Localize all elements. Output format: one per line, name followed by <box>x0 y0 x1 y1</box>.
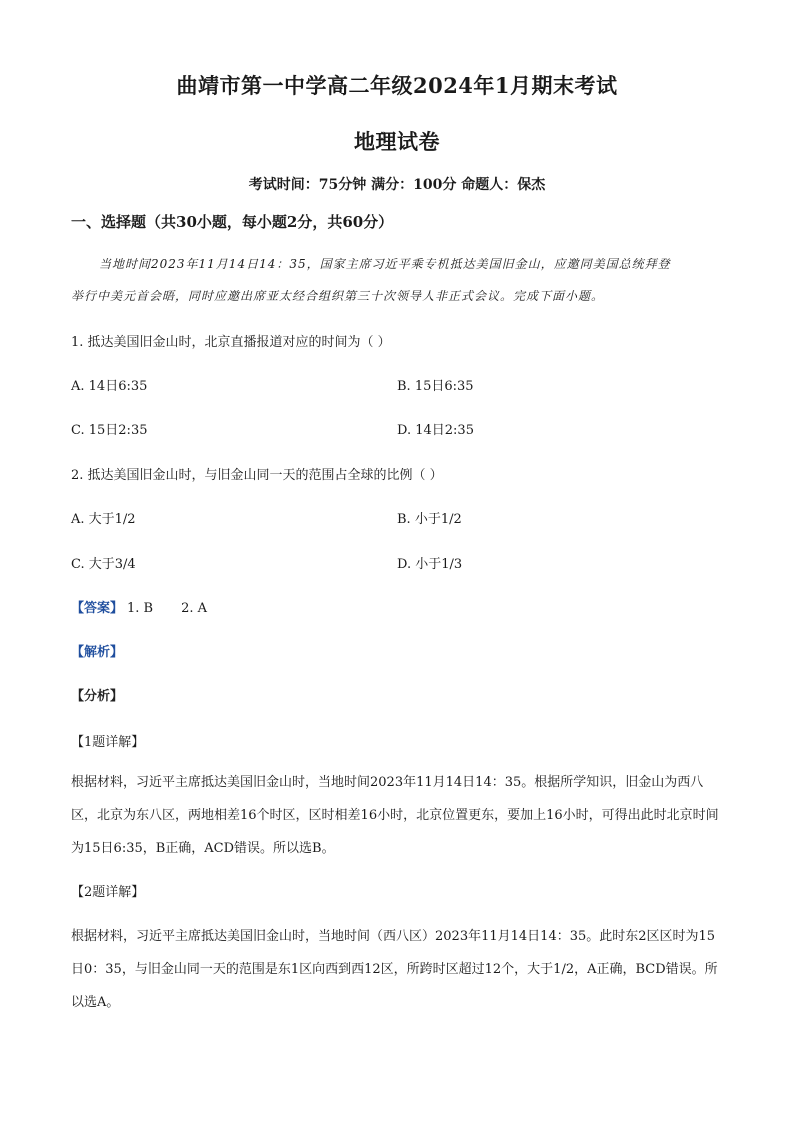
answer-row <box>71 597 207 616</box>
question-2-option-b: B. 小于1/2 <box>397 512 462 527</box>
question-2-option-c: C. 大于3/4 <box>71 557 136 572</box>
exam-title: 曲靖市第一中学高二年级2024年1月期末考试 <box>176 73 618 98</box>
fenxi-label: 【分析】 <box>71 689 124 704</box>
material-line-1: 当地时间2023年11月14日14：35，国家主席习近平乘专机抵达美国旧金山，应邀同美国总统拜登 <box>99 257 671 271</box>
analysis-label: 【解析】 <box>71 645 124 660</box>
detail-2-label: 【2题详解】 <box>71 885 145 900</box>
question-1-option-b: B. 15日6:35 <box>397 379 474 394</box>
exam-meta: 考试时间：75分钟 满分：100分 命题人：保杰 <box>248 177 546 193</box>
material-line-2: 举行中美元首会晤，同时应邀出席亚太经合组织第三十次领导人非正式会议。完成下面小题。 <box>71 289 605 303</box>
question-1-option-a: A. 14日6:35 <box>71 379 148 394</box>
answer-label: 【答案】 <box>71 601 124 616</box>
detail-1-text: 根据材料，习近平主席抵达美国旧金山时，当地时间2023年11月14日14：35。根据所学知识，旧金山为西八区，北京为东八区，两地相差16个时区，区时相差16小时，北京位置更东，要加上16小时，可得出此时北京时间为15日6:35，B正确，ACD错误。所以选B。 <box>71 775 719 856</box>
question-2-stem: 2. 抵达美国旧金山时，与旧金山同一天的范围占全球的比例（ ） <box>71 468 443 483</box>
question-1-option-c: C. 15日2:35 <box>71 423 148 438</box>
exam-subtitle: 地理试卷 <box>354 129 440 154</box>
answer-2: 2. A <box>181 601 208 616</box>
question-1-option-d: D. 14日2:35 <box>397 423 474 438</box>
question-2-option-a: A. 大于1/2 <box>71 512 136 527</box>
question-1-stem: 1. 抵达美国旧金山时，北京直播报道对应的时间为（ ） <box>71 335 391 350</box>
section-heading: 一、选择题（共30小题，每小题2分，共60分） <box>71 213 394 231</box>
question-2-option-d: D. 小于1/3 <box>397 557 463 572</box>
detail-2-text: 根据材料，习近平主席抵达美国旧金山时，当地时间（西八区）2023年11月14日14：35。此时东2区区时为15日0：35，与旧金山同一天的范围是东1区向西到西12区，所跨时区超过12个，大于1/2，A正确，BCD错误。所以选A。 <box>71 929 718 1010</box>
detail-1-label: 【1题详解】 <box>71 735 145 750</box>
answer-1: 1. B <box>127 601 154 616</box>
